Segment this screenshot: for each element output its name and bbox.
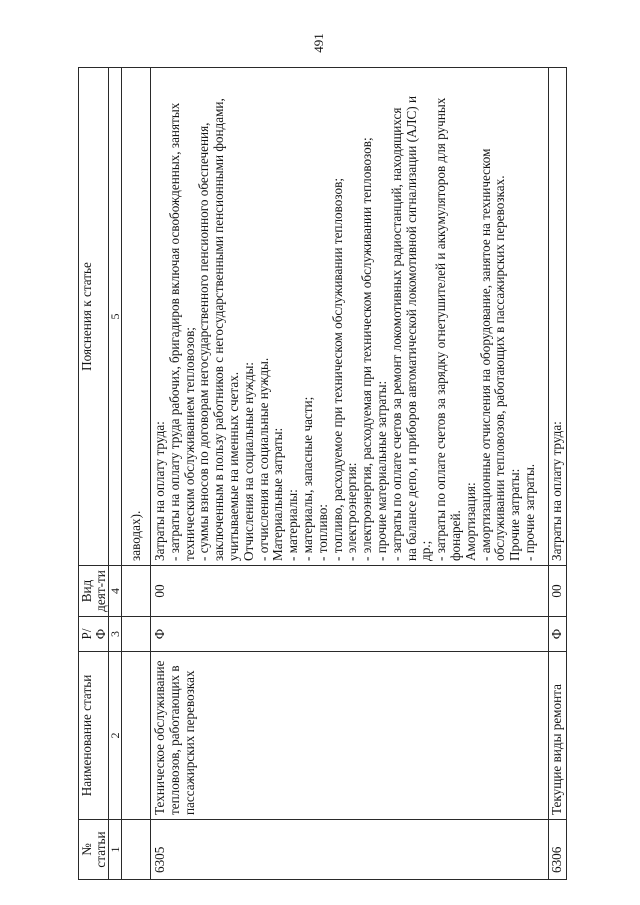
explanation-line: - прочие затраты. bbox=[521, 463, 537, 561]
continuation-activity-cell bbox=[122, 565, 151, 616]
header-article-name: Наименование статьи bbox=[79, 651, 109, 819]
continuation-explanation-cell bbox=[122, 67, 151, 565]
continuation-pf-cell bbox=[122, 616, 151, 651]
explanation-line: Затраты на оплату труда: bbox=[549, 421, 564, 561]
row-6305-activity: 00 bbox=[151, 565, 549, 616]
name-line: Текущие виды ремонта bbox=[549, 684, 564, 815]
continuation-number-cell bbox=[122, 819, 151, 879]
row-6306-pf: Ф bbox=[549, 616, 567, 651]
explanation-line: - затраты по оплате счетов за зарядку огнетушителей и аккумуляторов для ручных bbox=[433, 97, 449, 561]
row-6305-name bbox=[151, 651, 549, 819]
explanation-line: - суммы взносов по договорам негосударственного пенсионного обеспечения, bbox=[196, 122, 212, 561]
explanation-line: - электроэнергия, расходуемая при техническом обслуживании тепловозов; bbox=[359, 137, 375, 561]
explanation-line: фонарей. bbox=[447, 510, 463, 561]
header-explanation: Пояснения к статье bbox=[79, 67, 109, 565]
header-pf: Р/ Ф bbox=[79, 616, 109, 651]
column-number-4: 4 bbox=[109, 565, 122, 616]
explanation-line: др.; bbox=[418, 540, 434, 561]
explanation-line: Отчисления на социальные нужды: bbox=[240, 362, 256, 561]
name-line: пассажирских перевозках bbox=[181, 670, 197, 815]
continuation-name-cell bbox=[122, 651, 151, 819]
column-number-5: 5 bbox=[109, 67, 122, 565]
explanation-line: - топливо, расходуемое при техническом обслуживании тепловозов; bbox=[329, 178, 345, 561]
row-6305-number: 6305 bbox=[151, 819, 549, 879]
explanation-line: - отчисления на социальные нужды. bbox=[255, 357, 271, 561]
rotated-table-sheet bbox=[78, 67, 567, 880]
row-6305-pf: Ф bbox=[151, 616, 549, 651]
row-6306-number: 6306 bbox=[549, 819, 567, 879]
page-number: 491 bbox=[311, 33, 326, 53]
explanation-line: на балансе депо, и приборов автоматической локомотивной сигнализации (АЛС) и bbox=[403, 95, 419, 561]
explanation-line: заводах). bbox=[128, 510, 143, 561]
row-6306-activity: 00 bbox=[549, 565, 567, 616]
column-number-3: 3 bbox=[109, 616, 122, 651]
row-6306-explanation bbox=[549, 67, 567, 565]
column-number-2: 2 bbox=[109, 651, 122, 819]
explanation-line: заключенным в пользу работников с негосударственными пенсионными фондами, bbox=[211, 98, 227, 561]
explanation-line: - топливо: bbox=[314, 504, 330, 561]
explanation-line: Затраты на оплату труда: bbox=[152, 421, 167, 561]
explanation-line: Амортизация: bbox=[462, 482, 478, 561]
explanation-line: - прочие материальные затраты: bbox=[373, 380, 389, 561]
explanation-line: учитываемые на именных счетах. bbox=[225, 371, 241, 561]
explanation-line: техническим обслуживанием тепловозов; bbox=[181, 327, 197, 561]
row-6305-explanation bbox=[151, 67, 549, 565]
explanation-line: - электроэнергия: bbox=[344, 462, 360, 561]
explanation-line: Прочие затраты: bbox=[507, 468, 523, 561]
explanation-line: - затраты на оплату труда рабочих, бригадиров включая освобожденных, занятых bbox=[166, 102, 182, 561]
explanation-line: - амортизационные отчисления на оборудование, занятое на техническом bbox=[477, 148, 493, 561]
row-6306-name bbox=[549, 651, 567, 819]
explanation-line: - материалы, запасные части; bbox=[299, 396, 315, 561]
explanation-line: - затраты по оплате счетов за ремонт локомотивных радиостанций, находящихся bbox=[388, 107, 404, 561]
name-line: Техническое обслуживание bbox=[152, 660, 167, 815]
header-article-number: № статьи bbox=[79, 819, 109, 879]
name-line: тепловозов, работающих в bbox=[166, 665, 182, 815]
articles-table bbox=[78, 67, 567, 880]
header-activity-type: Вид деят-ти bbox=[79, 565, 109, 616]
column-number-1: 1 bbox=[109, 819, 122, 879]
explanation-line: обслуживании тепловозов, работающих в пассажирских перевозках. bbox=[492, 175, 508, 561]
explanation-line: Материальные затраты: bbox=[270, 427, 286, 561]
explanation-line: - материалы: bbox=[285, 489, 301, 561]
